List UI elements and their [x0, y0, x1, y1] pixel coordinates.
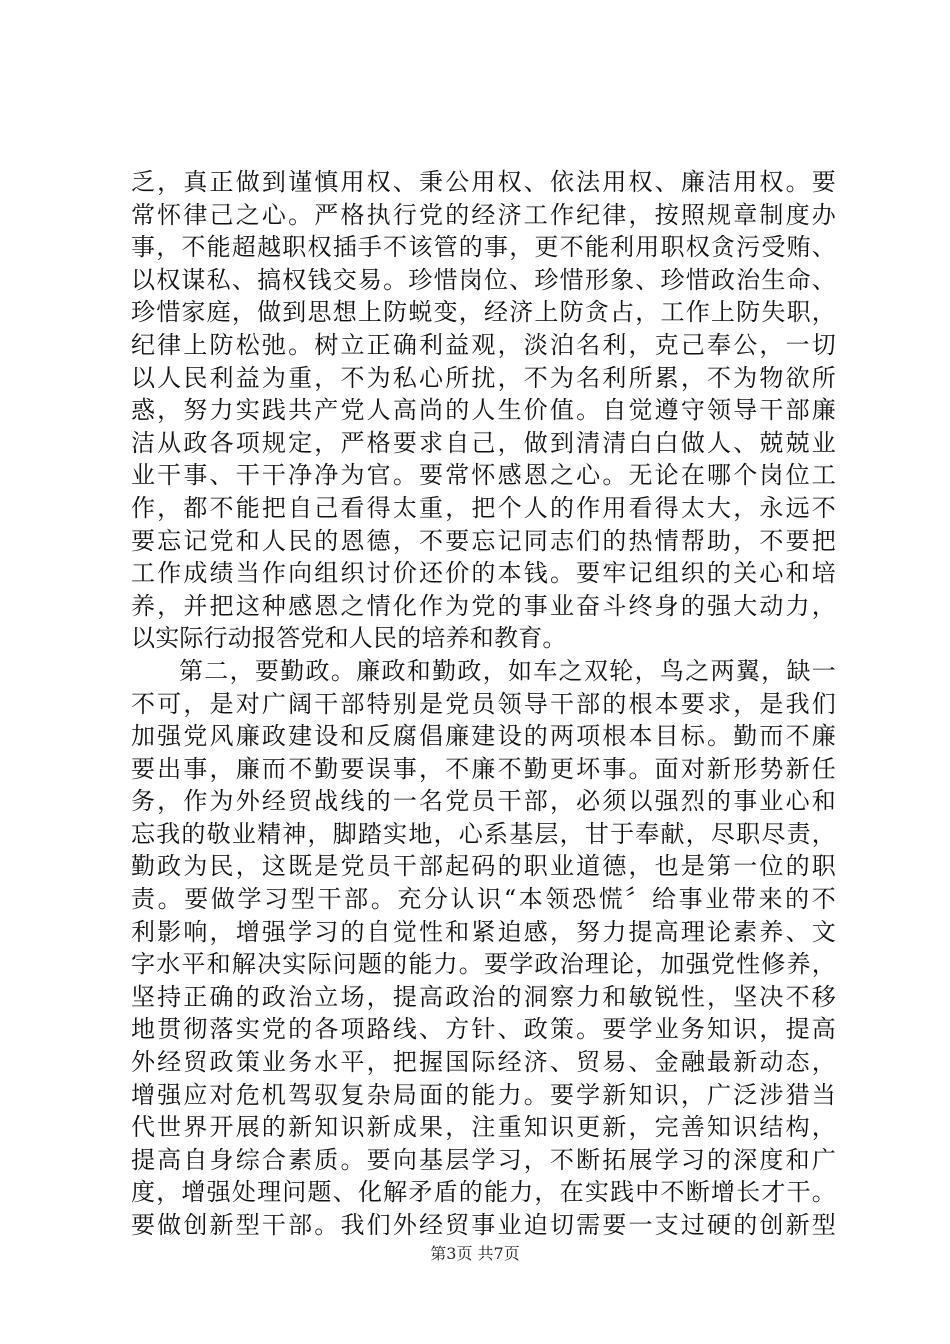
text-line: 忘我的敬业精神，脚踏实地，心系基层，甘于奉献，尽职尽责， [131, 819, 836, 848]
text-line: 以实际行动报答党和人民的培养和教育。 [131, 624, 567, 653]
text-line: 工作成绩当作向组织讨价还价的本钱。要牢记组织的关心和培 [131, 559, 836, 588]
text-line: 利影响，增强学习的自觉性和紧迫感，努力提高理论素养、文 [131, 917, 836, 946]
text-line: 要出事，廉而不勤要误事，不廉不勤更坏事。面对新形势新任 [131, 754, 836, 783]
text-line: 以人民利益为重，不为私心所扰，不为名利所累，不为物欲所 [131, 363, 836, 392]
text-line: 珍惜家庭，做到思想上防蜕变，经济上防贪占，工作上防失职， [131, 298, 836, 327]
text-line: 外经贸政策业务水平，把握国际经济、贸易、金融最新动态， [131, 1048, 836, 1077]
text-line: 勤政为民，这既是党员干部起码的职业道德，也是第一位的职 [131, 852, 836, 881]
text-line: 业干事、干干净净为官。要常怀感恩之心。无论在哪个岗位工 [131, 461, 836, 490]
text-line: 字水平和解决实际问题的能力。要学政治理论，加强党性修养， [131, 950, 836, 979]
text-line: 责。要做学习型干部。充分认识“本领恐慌〞给事业带来的不 [131, 885, 836, 914]
text-line: 惑，努力实践共产党人高尚的人生价值。自觉遵守领导干部廉 [131, 396, 836, 425]
text-line: 地贯彻落实党的各项路线、方针、政策。要学业务知识，提高 [131, 1015, 836, 1044]
text-line: 要忘记党和人民的恩德，不要忘记同志们的热情帮助，不要把 [131, 526, 836, 555]
text-line: 加强党风廉政建设和反腐倡廉建设的两项根本目标。勤而不廉 [131, 722, 836, 751]
text-line: 不可，是对广阔干部特别是党员领导干部的根本要求，是我们 [131, 689, 836, 718]
text-line: 洁从政各项规定，严格要求自己，做到清清白白做人、兢兢业 [131, 428, 836, 457]
text-line: 坚持正确的政治立场，提高政治的洞察力和敏锐性，坚决不移 [131, 982, 836, 1011]
body-text [131, 166, 836, 1242]
text-line: 提高自身综合素质。要向基层学习，不断拓展学习的深度和广 [131, 1145, 836, 1174]
paragraph-first-line: 第二，要勤政。廉政和勤政，如车之双轮，鸟之两翼，缺一 [179, 656, 836, 685]
text-line: 以权谋私、搞权钱交易。珍惜岗位、珍惜形象、珍惜政治生命、 [131, 265, 836, 294]
text-line: 代世界开展的新知识新成果，注重知识更新，完善知识结构， [131, 1113, 836, 1142]
text-line: 作，都不能把自己看得太重，把个人的作用看得太大，永远不 [131, 493, 836, 522]
text-line: 常怀律己之心。严格执行党的经济工作纪律，按照规章制度办 [131, 200, 836, 229]
text-line: 要做创新型干部。我们外经贸事业迫切需要一支过硬的创新型 [131, 1211, 836, 1239]
text-line: 增强应对危机驾驭复杂局面的能力。要学新知识，广泛涉猎当 [131, 1080, 836, 1109]
text-line: 乏，真正做到谨慎用权、秉公用权、依法用权、廉洁用权。要 [131, 168, 836, 196]
page-number-footer: 第3页 共7页 [430, 1244, 520, 1263]
text-line: 纪律上防松弛。树立正确利益观，淡泊名利，克己奉公，一切 [131, 330, 836, 359]
text-line: 度，增强处理问题、化解矛盾的能力，在实践中不断增长才干。 [131, 1178, 836, 1207]
text-line: 事，不能超越职权插手不该管的事，更不能利用职权贪污受贿、 [131, 233, 836, 262]
text-line: 务，作为外经贸战线的一名党员干部，必须以强烈的事业心和 [131, 787, 836, 816]
text-line: 养，并把这种感恩之情化作为党的事业奋斗终身的强大动力， [131, 591, 836, 620]
